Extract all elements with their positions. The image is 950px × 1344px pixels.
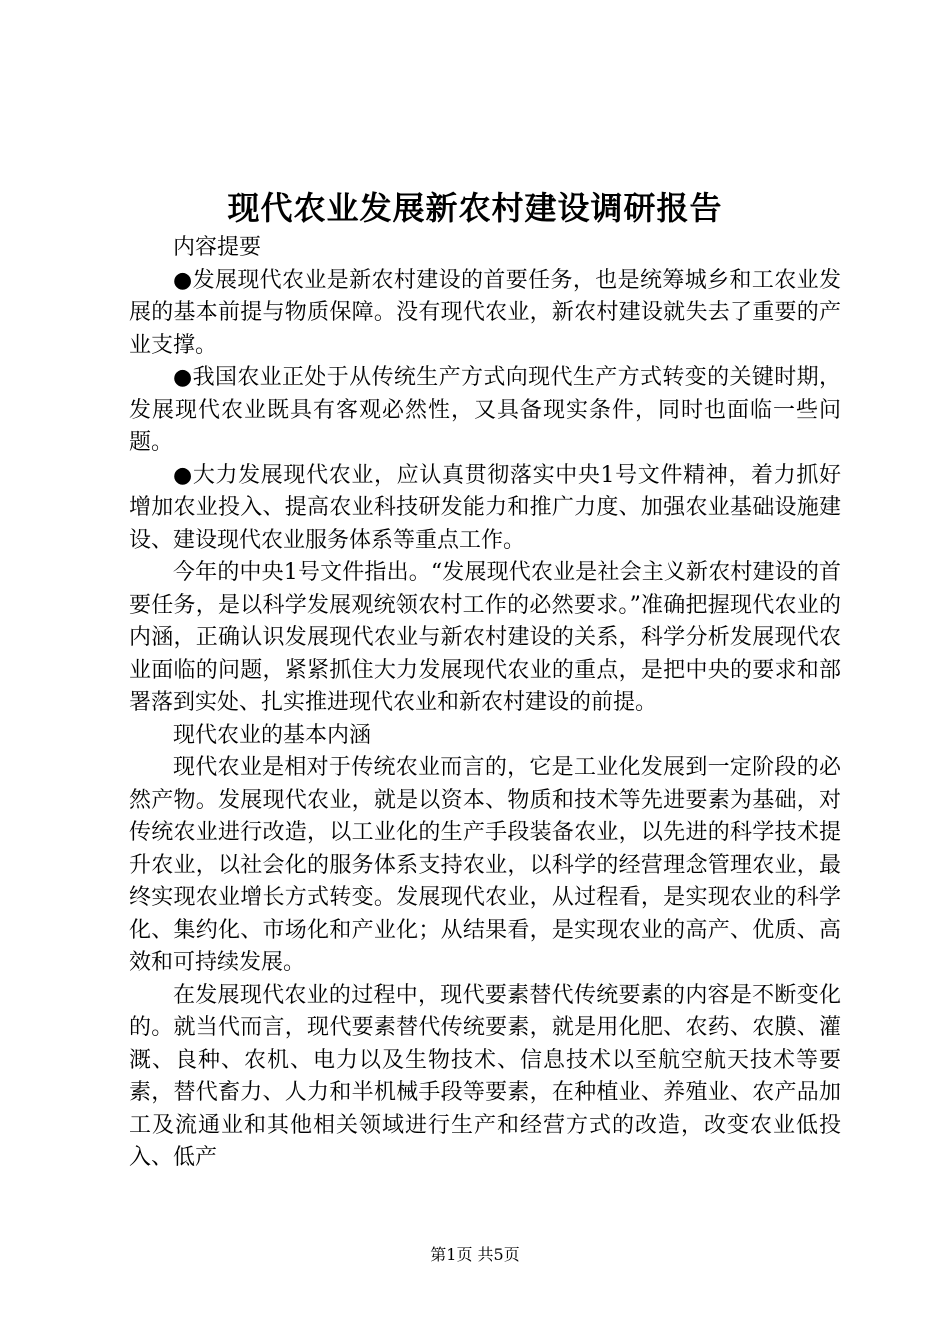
paragraph-summary-heading: 内容提要 [173, 235, 262, 260]
paragraph-summary-point-1: ●发展现代农业是新农村建设的首要任务，也是统筹城乡和工农业发展的基本前提与物质保障。没有现代农业，新农村建设就失去了重要的产业支撑。 [129, 267, 841, 358]
paragraph-summary-point-2: ●我国农业正处于从传统生产方式向现代生产方式转变的关键时期，发展现代农业既具有客观必然性，又具备现实条件，同时也面临一些问题。 [129, 365, 841, 455]
paragraph-summary-point-3: ●大力发展现代农业，应认真贯彻落实中央1号文件精神，着力抓好增加农业投入、提高农业科技研发能力和推广力度、加强农业基础设施建设、建设现代农业服务体系等重点工作。 [129, 462, 841, 553]
section-heading-basic-meaning: 现代农业的基本内涵 [173, 722, 372, 748]
paragraph-element-substitution: 在发展现代农业的过程中，现代要素替代传统要素的内容是不断变化的。就当代而言，现代要素替代传统要素，就是用化肥、农药、农膜、灌溉、良种、农机、电力以及生物技术、信息技术以至航空航天技术等要素，替代畜力、人力和半机械手段等要素，在种植业、养殖业、农产品加工及流通业和其他相关领域进行生产和经营方式的改造，改变农业低投入、低产 [129, 982, 841, 1170]
document-body [129, 232, 841, 1175]
paragraph-intro: 今年的中央1号文件指出。“发展现代农业是社会主义新农村建设的首要任务，是以科学发展观统领农村工作的必然要求。”准确把握现代农业的内涵，正确认识发展现代农业与新农村建设的关系，科学分析发展现代农业面临的问题，紧紧抓住大力发展现代农业的重点，是把中央的要求和部署落到实处、扎实推进现代农业和新农村建设的前提。 [129, 560, 841, 715]
document-title: 现代农业发展新农村建设调研报告 [227, 189, 723, 227]
page-indicator: 第1页 共5页 [430, 1245, 520, 1264]
paragraph-basic-meaning: 现代农业是相对于传统农业而言的，它是工业化发展到一定阶段的必然产物。发展现代农业，就是以资本、物质和技术等先进要素为基础，对传统农业进行改造，以工业化的生产手段装备农业，以先进的科学技术提升农业，以社会化的服务体系支持农业，以科学的经营理念管理农业，最终实现农业增长方式转变。发展现代农业，从过程看，是实现农业的科学化、集约化、市场化和产业化；从结果看，是实现农业的高产、优质、高效和可持续发展。 [129, 755, 841, 975]
